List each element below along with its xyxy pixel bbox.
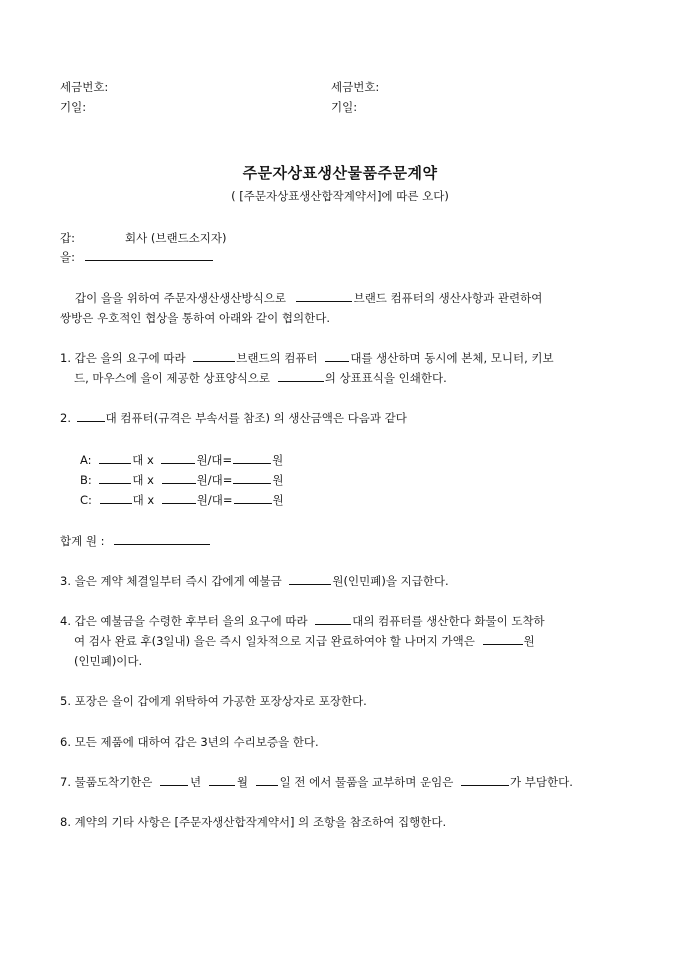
unit-text: 원 (272, 453, 284, 467)
clause-1-text-c: 대를 생산하며 동시에 본체, 모니터, 키보 (350, 351, 554, 365)
clause-5: 5. 포장은 을이 갑에게 위탁하여 가공한 포장상자로 포장한다. (60, 694, 367, 708)
balance-blank (483, 634, 523, 645)
document-title: 주문자상표생산물품주문계약 (242, 164, 438, 182)
clause-2-text-a: 2. (60, 411, 71, 425)
intro-line-2: 쌍방은 우호적인 협상을 통하여 아래와 같이 협의한다. (60, 311, 330, 325)
clause-3-text-b: 원(인민폐)을 지급한다. (332, 574, 449, 588)
qty-blank (100, 493, 132, 504)
intro-text-b: 브랜드 컴퓨터의 생산사항과 관련하여 (353, 291, 543, 305)
brand-blank (296, 291, 352, 302)
clause-7-text-b: 년 (190, 775, 202, 789)
clause-2-text-b: 대 컴퓨터(규격은 부속서를 참조) 의 생산금액은 다음과 같다 (105, 411, 407, 425)
party-a-value: 회사 (브랜드소지자) (125, 231, 227, 245)
freight-payer-blank (461, 775, 509, 786)
clause-1-text-a: 1. 갑은 을의 요구에 따라 (60, 351, 186, 365)
clause-4-line-2 (74, 631, 535, 651)
party-b-label: 을: (60, 250, 75, 264)
qty-blank (99, 453, 131, 464)
unit-text: 대 x (132, 453, 154, 467)
clause-4-qty-blank (315, 614, 351, 625)
date-label-left: 기일: (60, 100, 87, 114)
clause-1-trademark-blank (278, 371, 324, 382)
clause-4-text-c: 여 검사 완료 후(3일내) 을은 즉시 일차적으로 지급 완료하여야 할 나머지 가액은 (74, 634, 475, 648)
unit-text: 대 x (132, 473, 154, 487)
unit-price-blank (162, 473, 196, 484)
total-blank (114, 534, 210, 545)
unit-text: 원/대= (196, 453, 233, 467)
clause-4-line-1 (60, 611, 545, 631)
clause-3 (60, 571, 449, 591)
month-blank (209, 775, 235, 786)
clause-1-text-d: 드, 마우스에 을이 제공한 상표양식으로 (74, 371, 271, 385)
price-row-b (80, 470, 284, 490)
clause-1-qty-blank (325, 351, 349, 362)
unit-text: 원/대= (196, 493, 233, 507)
clause-4-text-b: 대의 컴퓨터를 생산한다 화물이 도착하 (352, 614, 545, 628)
party-a-label: 갑: (60, 231, 75, 245)
clause-1-brand-blank (193, 351, 235, 362)
clause-1-line-2 (74, 368, 447, 388)
clause-4-line-3: (인민폐)이다. (74, 654, 143, 668)
tax-number-label-left: 세금번호: (60, 80, 109, 94)
clause-7-text-e: 가 부담한다. (510, 775, 573, 789)
clause-7-text-d: 일 전 에서 물품을 교부하며 운임은 (279, 775, 454, 789)
day-blank (256, 775, 278, 786)
price-row-label: A: (80, 453, 92, 467)
price-row-label: C: (80, 493, 92, 507)
clause-7 (60, 772, 573, 792)
unit-text: 대 x (132, 493, 155, 507)
unit-price-blank (161, 453, 195, 464)
intro-line-1 (75, 288, 542, 308)
clause-7-text-a: 7. 물품도착기한은 (60, 775, 153, 789)
price-row-c (80, 490, 284, 510)
party-b-row (60, 250, 213, 265)
clause-1-line-1 (60, 348, 554, 368)
price-row-a (80, 450, 283, 470)
price-row-label: B: (80, 473, 92, 487)
clause-1-text-e: 의 상표표식을 인쇄한다. (324, 371, 447, 385)
qty-blank (99, 473, 131, 484)
total-label: 합계 원 : (60, 534, 105, 548)
clause-6: 6. 모든 제품에 대하여 갑은 3년의 수리보증을 한다. (60, 735, 319, 749)
deposit-blank (289, 574, 331, 585)
unit-text: 원 (272, 493, 284, 507)
clause-4-text-d: 원 (523, 634, 535, 648)
clause-2-qty-blank (77, 411, 105, 422)
amount-blank (233, 453, 271, 464)
amount-blank (234, 493, 272, 504)
year-blank (160, 775, 188, 786)
amount-blank (233, 473, 271, 484)
unit-price-blank (162, 493, 196, 504)
clause-2 (60, 408, 407, 428)
document-subtitle: ( [주문자상표생산합작계약서]에 따른 오다) (231, 189, 449, 203)
tax-number-label-right: 세금번호: (331, 80, 380, 94)
total-row (60, 531, 210, 551)
intro-text-a: 갑이 을을 위하여 주문자생산생산방식으로 (75, 291, 286, 305)
unit-text: 원/대= (196, 473, 233, 487)
date-label-right: 기일: (331, 100, 358, 114)
unit-text: 원 (272, 473, 284, 487)
clause-8: 8. 계약의 기타 사항은 [주문자생산합작계약서] 의 조항을 참조하여 집행한다. (60, 815, 447, 829)
clause-4-text-a: 4. 갑은 예불금을 수령한 후부터 을의 요구에 따라 (60, 614, 308, 628)
clause-3-text-a: 3. 을은 계약 체결일부터 즉시 갑에게 예불금 (60, 574, 282, 588)
clause-7-text-c: 월 (236, 775, 248, 789)
clause-1-text-b: 브랜드의 컴퓨터 (236, 351, 318, 365)
party-b-blank (85, 250, 213, 261)
